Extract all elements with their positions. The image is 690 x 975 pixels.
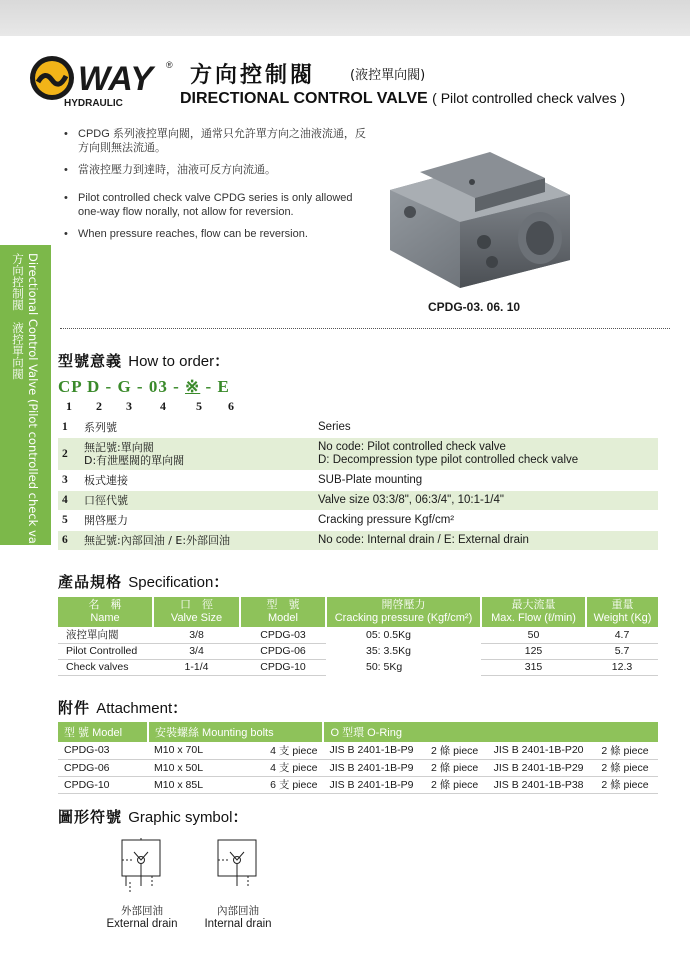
spec-flow: 315	[481, 659, 586, 675]
spec-header-cn: 最大流量	[511, 599, 556, 611]
order-cn: 系列號	[84, 421, 117, 434]
order-row	[58, 418, 658, 438]
order-num: 6	[58, 531, 80, 551]
spec-flow: 50	[481, 627, 586, 643]
spec-header-en: Name	[90, 612, 120, 624]
spec-header-cn: 開啓壓力	[381, 599, 426, 611]
order-row	[58, 491, 658, 511]
attachment-heading-en: Attachment	[96, 700, 173, 717]
specification-colon: ：	[213, 573, 230, 591]
bullet-cn-2: • 當液控壓力到達時，油液可反方向流通。	[64, 163, 374, 177]
spec-weight: 4.7	[586, 627, 658, 643]
order-en	[314, 438, 658, 471]
spec-size: 3/8	[153, 627, 240, 643]
graphic-symbol-heading	[58, 806, 248, 827]
order-code	[58, 377, 230, 397]
order-cn: 開啓壓力	[84, 514, 128, 527]
spec-header-en: Max. Flow (ℓ/min)	[491, 612, 576, 624]
attachment-header-row	[58, 722, 658, 742]
position-num: 4	[160, 399, 166, 413]
graphic-symbol-heading-cn: 圖形符號	[58, 808, 123, 826]
order-en: SUB-Plate mounting	[318, 474, 423, 486]
code-part-6: E	[217, 377, 230, 396]
title-en-main: DIRECTIONAL CONTROL VALVE	[180, 90, 428, 107]
logo-sub: HYDRAULIC	[64, 98, 123, 108]
spec-name: Pilot Controlled	[58, 643, 153, 659]
title-cn: 方向控制閥	[190, 63, 316, 88]
attachment-row	[58, 776, 658, 793]
how-to-order-colon: ：	[214, 352, 231, 370]
spec-header-en: Valve Size	[170, 612, 223, 624]
spec-header	[240, 597, 326, 627]
position-num: 5	[196, 399, 202, 413]
order-num: 3	[62, 474, 68, 486]
bullet-cn-1: • CPDG 系列液控單向閥，通常只允許單方向之油液流通，反方向則無法流通。	[64, 127, 374, 155]
spec-header-cn: 口 徑	[180, 599, 213, 611]
spec-header	[153, 597, 240, 627]
spec-header	[326, 597, 481, 627]
order-cn: 口徑代號	[80, 491, 314, 511]
order-cn-line: 無記號:單向閥	[84, 441, 154, 454]
internal-drain-cn: 內部回油	[217, 905, 259, 917]
attachment-header: O 型環 O-Ring	[323, 722, 658, 742]
attachment-colon: ：	[172, 699, 189, 717]
code-part-1: CP	[58, 377, 82, 396]
spec-name: Check valves	[58, 659, 153, 675]
att-bolt: M10 x 85L	[148, 776, 237, 793]
att-model: CPDG-03	[58, 742, 148, 759]
spec-model: CPDG-10	[240, 659, 326, 675]
order-num: 1	[62, 421, 68, 433]
code-dash-3: -	[173, 377, 180, 396]
logo-text: WAY	[78, 60, 153, 98]
spec-row	[58, 643, 658, 659]
internal-drain-label	[188, 905, 288, 931]
spec-model: CPDG-06	[240, 643, 326, 659]
order-num: 4	[58, 491, 80, 511]
spec-row	[58, 627, 658, 643]
code-dash-4: -	[205, 377, 213, 396]
bullet-en-2: • When pressure reaches, flow can be reversion.	[64, 227, 374, 241]
position-num: 3	[126, 399, 132, 413]
attachment-heading	[58, 697, 188, 718]
title-en-sub: ( Pilot controlled check valves )	[432, 90, 626, 106]
order-row	[58, 531, 658, 551]
spec-header-en: Cracking pressure (Kgf/cm²)	[334, 612, 473, 624]
spec-row	[58, 659, 658, 675]
spec-weight: 5.7	[586, 643, 658, 659]
spec-header-row	[58, 597, 658, 627]
att-oring2-qty: 2 條 piece	[595, 742, 658, 759]
external-drain-en: External drain	[106, 918, 178, 930]
att-bolt: M10 x 50L	[148, 759, 237, 776]
specification-heading	[58, 571, 229, 592]
order-cn: 無記號:內部回油 / E:外部回油	[80, 531, 314, 551]
att-oring2-qty: 2 條 piece	[595, 759, 658, 776]
att-oring1: JIS B 2401-1B-P9	[323, 742, 425, 759]
spec-header	[586, 597, 658, 627]
code-part-3: G	[117, 377, 132, 396]
att-oring2: JIS B 2401-1B-P20	[488, 742, 596, 759]
order-en-line: No code: Pilot controlled check valve	[318, 441, 506, 453]
att-oring1-qty: 2 條 piece	[425, 776, 488, 793]
order-positions	[58, 399, 258, 413]
spec-weight: 12.3	[586, 659, 658, 675]
code-dash-1: -	[105, 377, 113, 396]
attachment-row	[58, 759, 658, 776]
order-en-line: D: Decompression type pilot controlled check valve	[318, 454, 579, 466]
divider	[60, 328, 670, 329]
specification-heading-cn: 產品規格	[58, 573, 123, 591]
spec-pressure: 35: 3.5Kg	[366, 645, 411, 657]
order-en: Cracking pressure Kgf/cm²	[318, 514, 455, 526]
att-oring1: JIS B 2401-1B-P9	[323, 759, 425, 776]
how-to-order-heading	[58, 350, 230, 371]
att-oring2: JIS B 2401-1B-P38	[488, 776, 596, 793]
internal-drain-en: Internal drain	[204, 918, 272, 930]
spec-header	[481, 597, 586, 627]
att-bolt-qty: 4 支 piece	[237, 742, 323, 759]
spec-size: 3/4	[153, 643, 240, 659]
att-oring2: JIS B 2401-1B-P29	[488, 759, 596, 776]
position-num: 1	[66, 399, 72, 413]
att-oring1: JIS B 2401-1B-P9	[323, 776, 425, 793]
att-oring1-qty: 2 條 piece	[425, 759, 488, 776]
page-header	[0, 0, 690, 118]
attachment-table	[58, 722, 658, 794]
order-num: 2	[58, 438, 80, 471]
external-drain-cn: 外部回油	[121, 905, 163, 917]
att-bolt-qty: 4 支 piece	[237, 759, 323, 776]
spec-size: 1-1/4	[153, 659, 240, 675]
spec-name: 液控單向閥	[58, 627, 153, 643]
order-num: 5	[62, 514, 68, 526]
spec-header-cn: 名 稱	[88, 599, 122, 611]
spec-pressure: 50: 5Kg	[366, 661, 403, 673]
order-en: Series	[318, 421, 351, 433]
order-en: No code: Internal drain / E: External drain	[314, 531, 658, 551]
spec-header-en: Model	[268, 612, 298, 624]
att-bolt: M10 x 70L	[148, 742, 237, 759]
position-num: 2	[96, 399, 102, 413]
registered-mark: ®	[166, 60, 173, 70]
how-to-order-heading-en: How to order	[128, 353, 215, 370]
order-row	[58, 438, 658, 471]
spec-header-en: Weight (Kg)	[593, 612, 652, 624]
order-row	[58, 471, 658, 491]
attachment-header: 型 號 Model	[58, 722, 148, 742]
code-part-2: D	[86, 377, 101, 396]
code-part-4: 03	[148, 377, 168, 396]
external-drain-label	[92, 905, 192, 931]
order-cn: 板式連接	[84, 474, 128, 487]
att-bolt-qty: 6 支 piece	[237, 776, 323, 793]
internal-drain-symbol-icon	[208, 838, 268, 900]
side-tab-line2: Directional Control Valve (Pilot controlled check valves)	[26, 253, 40, 572]
att-oring1-qty: 2 條 piece	[425, 742, 488, 759]
title-cn-sub: (液控單向閥)	[350, 68, 426, 83]
spec-header-cn: 重量	[611, 599, 634, 611]
attachment-row	[58, 742, 658, 759]
spec-model: CPDG-03	[240, 627, 326, 643]
attachment-heading-cn: 附件	[58, 699, 91, 717]
graphic-symbol-colon: ：	[232, 808, 249, 826]
spec-header	[58, 597, 153, 627]
spec-pressure: 05: 0.5Kg	[366, 629, 411, 641]
bullet-en-1: • Pilot controlled check valve CPDG series is only allowed one-way flow norally, not allow for reversion.	[64, 191, 374, 219]
title-en	[180, 90, 625, 108]
specification-heading-en: Specification	[128, 574, 214, 591]
spec-flow: 125	[481, 643, 586, 659]
att-oring2-qty: 2 條 piece	[595, 776, 658, 793]
order-cn	[80, 438, 314, 471]
position-num: 6	[228, 399, 234, 413]
spec-table	[58, 597, 658, 676]
graphic-symbol-heading-en: Graphic symbol	[128, 809, 233, 826]
att-model: CPDG-10	[58, 776, 148, 793]
order-en: Valve size 03:3/8", 06:3/4", 10:1-1/4"	[314, 491, 658, 511]
header-bar	[0, 0, 690, 36]
order-table	[58, 418, 658, 551]
code-dash-2: -	[136, 377, 144, 396]
product-caption: CPDG-03. 06. 10	[428, 300, 521, 314]
way-hydraulic-logo	[28, 52, 178, 108]
product-photo	[380, 150, 580, 290]
order-cn-line: D:有泄壓閥的單向閥	[84, 454, 185, 467]
spec-header-cn: 型 號	[266, 599, 300, 611]
external-drain-symbol-icon	[112, 838, 172, 900]
how-to-order-heading-cn: 型號意義	[58, 352, 123, 370]
att-model: CPDG-06	[58, 759, 148, 776]
intro-bullets	[64, 127, 374, 249]
code-part-5: ※	[185, 377, 201, 396]
order-row	[58, 511, 658, 531]
attachment-header: 安裝螺絲 Mounting bolts	[148, 722, 323, 742]
side-tab-line1: 方向控制閥 液控單向閥	[11, 253, 25, 380]
